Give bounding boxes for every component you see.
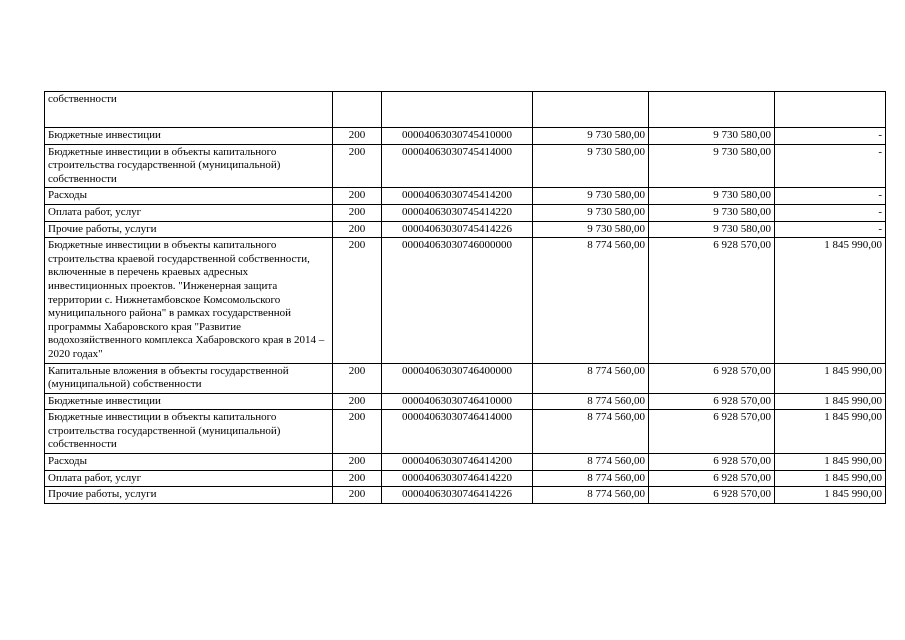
- row-csr-cell: 00004063030745410000: [382, 128, 533, 145]
- row-name-cell: Прочие работы, услуги: [45, 221, 333, 238]
- row-value3-cell: 1 845 990,00: [775, 487, 886, 504]
- row-name-cell: Капитальные вложения в объекты государственной (муниципальной) собственности: [45, 363, 333, 393]
- row-code-cell: 200: [333, 410, 382, 454]
- row-name-cell: Прочие работы, услуги: [45, 487, 333, 504]
- row-csr-cell: 00004063030745414200: [382, 188, 533, 205]
- row-name-cell: Оплата работ, услуг: [45, 470, 333, 487]
- row-csr-cell: 00004063030746414226: [382, 487, 533, 504]
- row-value3-cell: 1 845 990,00: [775, 393, 886, 410]
- table-row: [45, 363, 886, 393]
- row-value2-cell: 6 928 570,00: [649, 410, 775, 454]
- row-csr-cell: 00004063030746000000: [382, 238, 533, 363]
- row-code-cell: 200: [333, 204, 382, 221]
- row-name-cell: Бюджетные инвестиции в объекты капитального строительства краевой государственной собственности, включенные в перечень краевых адресных инвестиционных проектов. "Инженерная защита территории с. Нижнетамбовское Комсомольского муниципального района" в рамках государственной программы Хабаровского края "Развитие водохозяйственного комплекса Хабаровского края в 2014 – 2020 годах": [45, 238, 333, 363]
- row-value1-cell: 8 774 560,00: [533, 410, 649, 454]
- budget-table-body: [45, 92, 886, 504]
- row-csr-cell: 00004063030745414226: [382, 221, 533, 238]
- row-code-cell: 200: [333, 454, 382, 471]
- row-value1-cell: 9 730 580,00: [533, 128, 649, 145]
- row-value1-cell: [533, 92, 649, 128]
- row-value3-cell: 1 845 990,00: [775, 363, 886, 393]
- row-csr-cell: 00004063030746414220: [382, 470, 533, 487]
- table-row: [45, 92, 886, 128]
- row-value1-cell: 9 730 580,00: [533, 144, 649, 188]
- row-value3-cell: -: [775, 144, 886, 188]
- row-csr-cell: [382, 92, 533, 128]
- table-row: [45, 410, 886, 454]
- row-name-cell: Оплата работ, услуг: [45, 204, 333, 221]
- table-row: [45, 144, 886, 188]
- table-row: [45, 128, 886, 145]
- row-value2-cell: 6 928 570,00: [649, 454, 775, 471]
- row-value1-cell: 8 774 560,00: [533, 454, 649, 471]
- row-code-cell: 200: [333, 363, 382, 393]
- row-csr-cell: 00004063030745414220: [382, 204, 533, 221]
- row-value1-cell: 9 730 580,00: [533, 204, 649, 221]
- table-row: [45, 454, 886, 471]
- row-value1-cell: 8 774 560,00: [533, 487, 649, 504]
- row-code-cell: 200: [333, 221, 382, 238]
- table-row: [45, 470, 886, 487]
- row-code-cell: 200: [333, 188, 382, 205]
- row-value2-cell: 9 730 580,00: [649, 188, 775, 205]
- row-name-cell: Расходы: [45, 454, 333, 471]
- row-code-cell: [333, 92, 382, 128]
- row-csr-cell: 00004063030746410000: [382, 393, 533, 410]
- row-value3-cell: -: [775, 221, 886, 238]
- row-value3-cell: -: [775, 204, 886, 221]
- row-value2-cell: 9 730 580,00: [649, 144, 775, 188]
- row-code-cell: 200: [333, 470, 382, 487]
- row-name-cell: Расходы: [45, 188, 333, 205]
- row-value2-cell: 6 928 570,00: [649, 393, 775, 410]
- row-value2-cell: [649, 92, 775, 128]
- row-value2-cell: 6 928 570,00: [649, 470, 775, 487]
- table-row: [45, 393, 886, 410]
- row-value3-cell: -: [775, 188, 886, 205]
- row-name-cell: Бюджетные инвестиции: [45, 393, 333, 410]
- table-row: [45, 188, 886, 205]
- row-value1-cell: 9 730 580,00: [533, 188, 649, 205]
- row-value2-cell: 6 928 570,00: [649, 238, 775, 363]
- row-code-cell: 200: [333, 393, 382, 410]
- row-csr-cell: 00004063030746414200: [382, 454, 533, 471]
- table-row: [45, 204, 886, 221]
- row-csr-cell: 00004063030746414000: [382, 410, 533, 454]
- row-value3-cell: 1 845 990,00: [775, 470, 886, 487]
- row-code-cell: 200: [333, 128, 382, 145]
- row-csr-cell: 00004063030746400000: [382, 363, 533, 393]
- row-name-cell: Бюджетные инвестиции: [45, 128, 333, 145]
- row-value2-cell: 9 730 580,00: [649, 221, 775, 238]
- row-value1-cell: 8 774 560,00: [533, 393, 649, 410]
- row-value1-cell: 8 774 560,00: [533, 470, 649, 487]
- row-csr-cell: 00004063030745414000: [382, 144, 533, 188]
- row-value3-cell: 1 845 990,00: [775, 454, 886, 471]
- row-value3-cell: 1 845 990,00: [775, 410, 886, 454]
- row-value3-cell: [775, 92, 886, 128]
- row-code-cell: 200: [333, 238, 382, 363]
- row-value3-cell: 1 845 990,00: [775, 238, 886, 363]
- table-row: [45, 238, 886, 363]
- row-value2-cell: 6 928 570,00: [649, 487, 775, 504]
- row-value1-cell: 8 774 560,00: [533, 363, 649, 393]
- row-value3-cell: -: [775, 128, 886, 145]
- row-value1-cell: 8 774 560,00: [533, 238, 649, 363]
- table-row: [45, 221, 886, 238]
- row-value2-cell: 6 928 570,00: [649, 363, 775, 393]
- row-value2-cell: 9 730 580,00: [649, 204, 775, 221]
- row-code-cell: 200: [333, 487, 382, 504]
- row-value1-cell: 9 730 580,00: [533, 221, 649, 238]
- row-name-cell: Бюджетные инвестиции в объекты капитального строительства государственной (муниципальной) собственности: [45, 410, 333, 454]
- table-row: [45, 487, 886, 504]
- row-code-cell: 200: [333, 144, 382, 188]
- row-name-cell: Бюджетные инвестиции в объекты капитального строительства государственной (муниципальной) собственности: [45, 144, 333, 188]
- row-value2-cell: 9 730 580,00: [649, 128, 775, 145]
- row-name-cell: собственности: [45, 92, 333, 128]
- budget-table: [44, 91, 886, 504]
